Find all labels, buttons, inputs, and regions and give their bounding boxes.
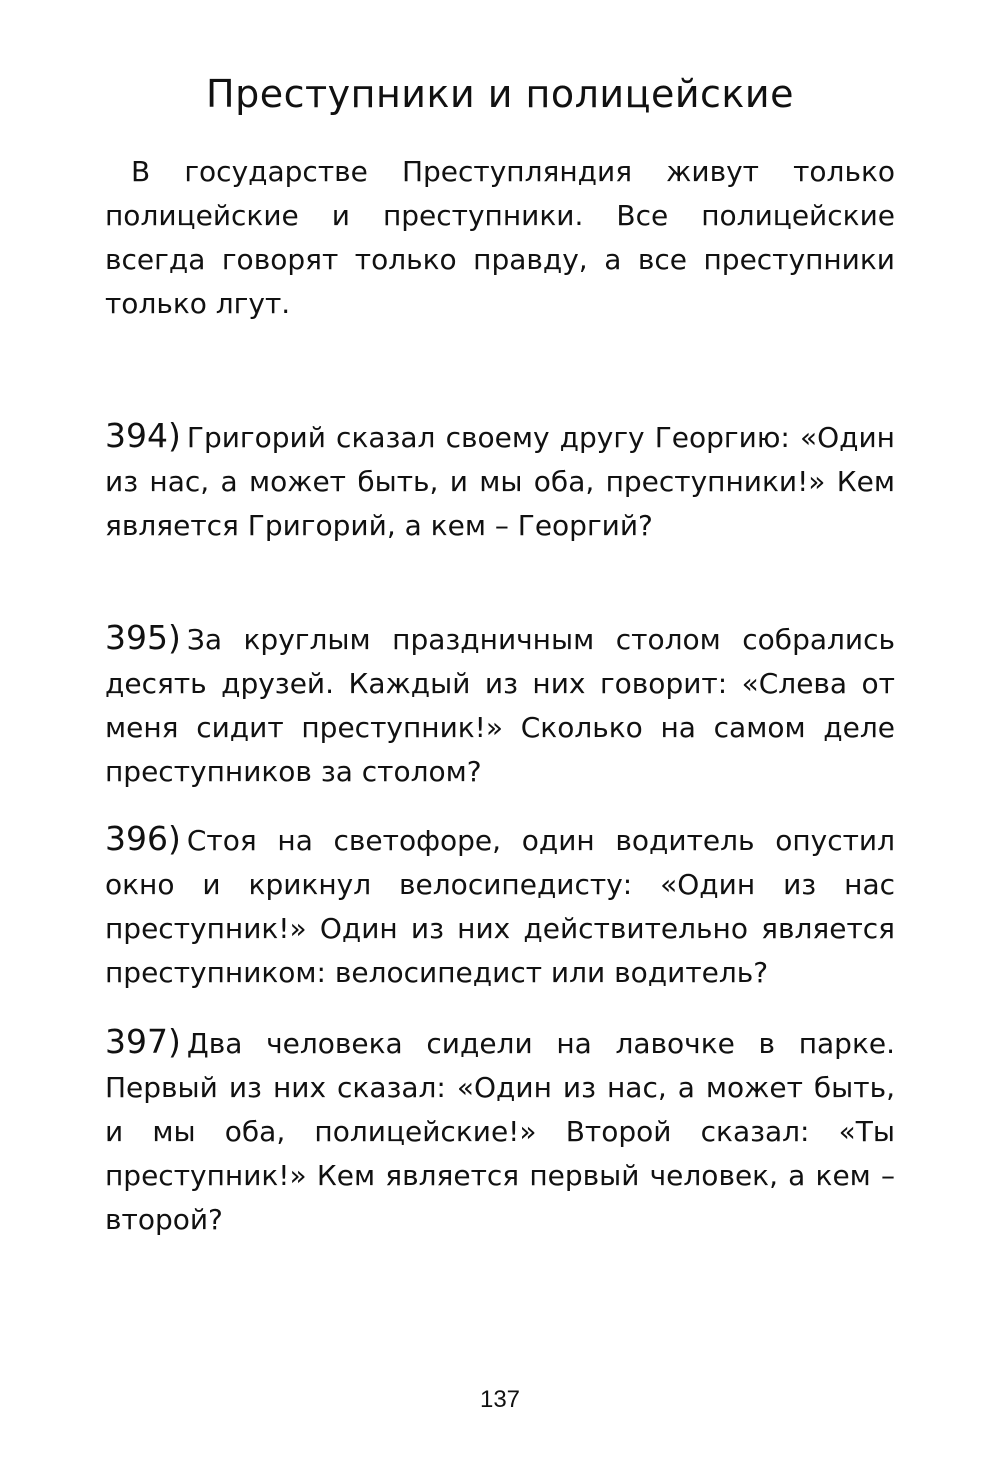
problem-number: 397): [105, 1022, 181, 1061]
problem-text: Стоя на светофоре, один водитель опустил окно и крикнул велосипедисту: «Один из нас преступник!» Один из них действительно является преступником: велосипедист или водитель?: [105, 824, 895, 989]
problem-text: За круглым праздничным столом собрались десять друзей. Каждый из них говорит: «Слева от меня сидит преступник!» Сколько на самом деле преступников за столом?: [105, 623, 895, 788]
intro-paragraph: В государстве Преступляндия живут только полицейские и преступники. Все полицейские всегда говорят только правду, а все преступники только лгут.: [105, 155, 895, 320]
page-number: 137: [479, 1386, 521, 1413]
problem-number: 394): [105, 416, 181, 455]
problem-text: Григорий сказал своему другу Георгию: «Один из нас, а может быть, и мы оба, преступники!» Кем является Григорий, а кем – Георгий?: [105, 421, 895, 542]
page-title: Преступники и полицейские: [206, 72, 794, 116]
problem-396: [105, 817, 895, 995]
problem-number: 395): [105, 618, 181, 657]
problem-395: [105, 616, 895, 794]
problem-text: Два человека сидели на лавочке в парке. Первый из них сказал: «Один из нас, а может быть, и мы оба, полицейские!» Второй сказал: «Ты преступник!» Кем является первый человек, а кем – второй?: [105, 1027, 895, 1236]
problem-number: 396): [105, 819, 181, 858]
problem-397: [105, 1020, 895, 1242]
problem-394: [105, 414, 895, 548]
